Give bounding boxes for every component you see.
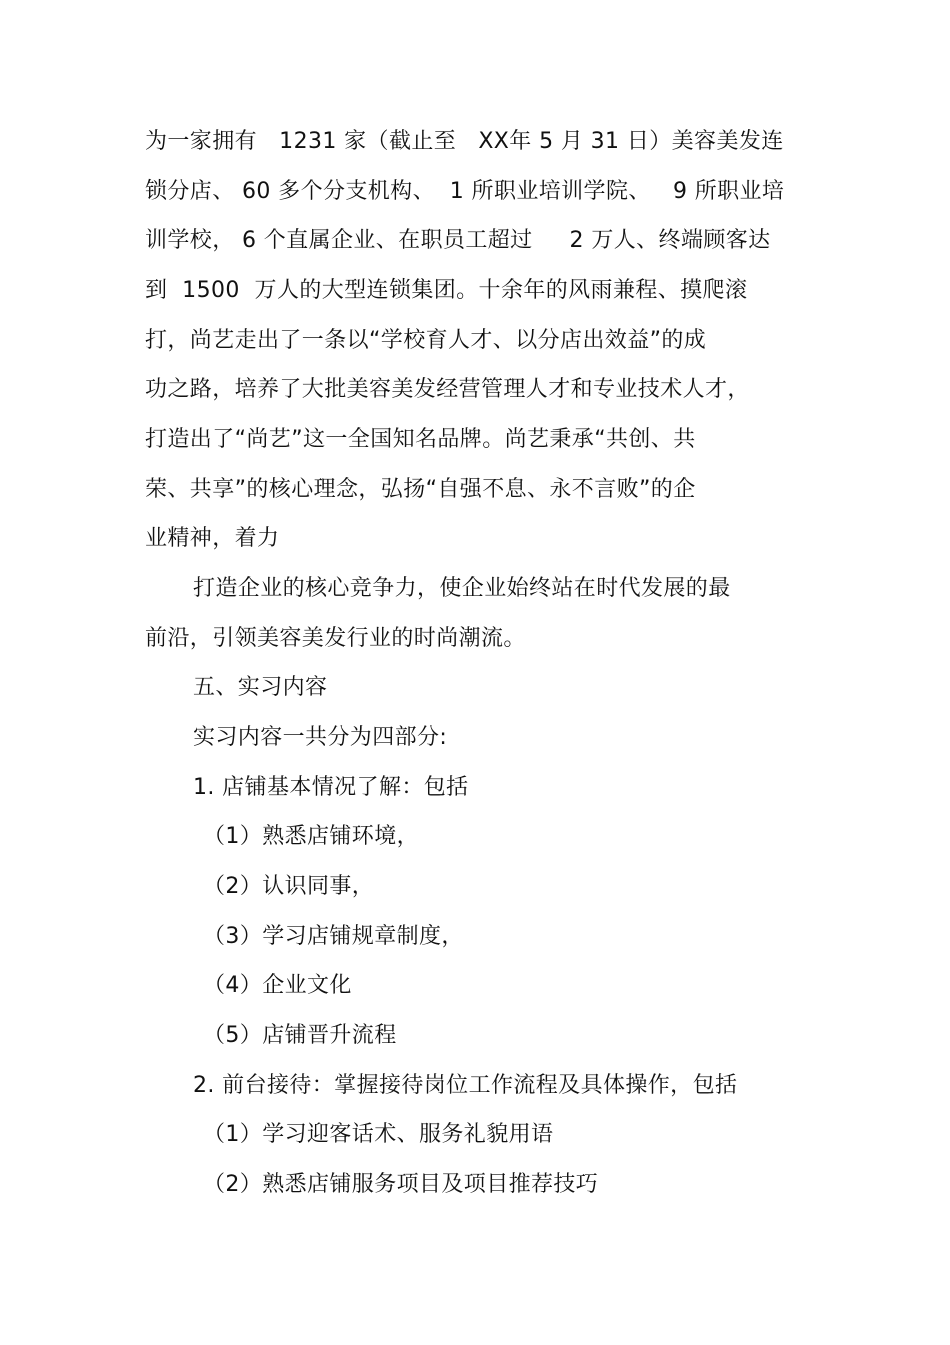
list-item: （2）熟悉店铺服务项目及项目推荐技巧: [203, 1172, 599, 1197]
list-item: （4）企业文化: [203, 973, 352, 998]
list-item: （3）学习店铺规章制度，: [203, 924, 464, 949]
list-item: （5）店铺晋升流程: [203, 1023, 397, 1048]
paragraph-line: 为一家拥有 1231 家（截止至 XX年 5 月 31 日）美容美发连: [145, 129, 784, 154]
list-item: （1）熟悉店铺环境，: [203, 824, 419, 849]
section-heading: 五、实习内容: [193, 675, 328, 700]
paragraph-line: 打造企业的核心竞争力，使企业始终站在时代发展的最: [193, 576, 731, 601]
list-item: 1. 店铺基本情况了解：包括: [193, 775, 469, 800]
paragraph-line: 打，尚艺走出了一条以“学校育人才、以分店出效益”的成: [145, 328, 707, 353]
paragraph-line: 锁分店、 60 多个分支机构、 1 所职业培训学院、 9 所职业培: [145, 179, 785, 204]
paragraph-line: 功之路，培养了大批美容美发经营管理人才和专业技术人才，: [145, 377, 750, 402]
list-item: （2）认识同事，: [203, 874, 375, 899]
paragraph-line: 业精神，着力: [145, 526, 280, 551]
paragraph-line: 前沿，引领美容美发行业的时尚潮流。: [145, 626, 526, 651]
paragraph-line: 打造出了“尚艺”这一全国知名品牌。尚艺秉承“共创、共: [145, 427, 696, 452]
paragraph-line: 实习内容一共分为四部分:: [193, 725, 448, 750]
list-item: （1）学习迎客话术、服务礼貌用语: [203, 1122, 554, 1147]
paragraph-line: 到 1500 万人的大型连锁集团。十余年的风雨兼程、摸爬滚: [145, 278, 748, 303]
paragraph-line: 荣、共享”的核心理念，弘扬“自强不息、永不言败”的企: [145, 477, 696, 502]
paragraph-line: 训学校， 6 个直属企业、在职员工超过 2 万人、终端顾客达: [145, 228, 771, 253]
list-item: 2. 前台接待：掌握接待岗位工作流程及具体操作，包括: [193, 1073, 738, 1098]
